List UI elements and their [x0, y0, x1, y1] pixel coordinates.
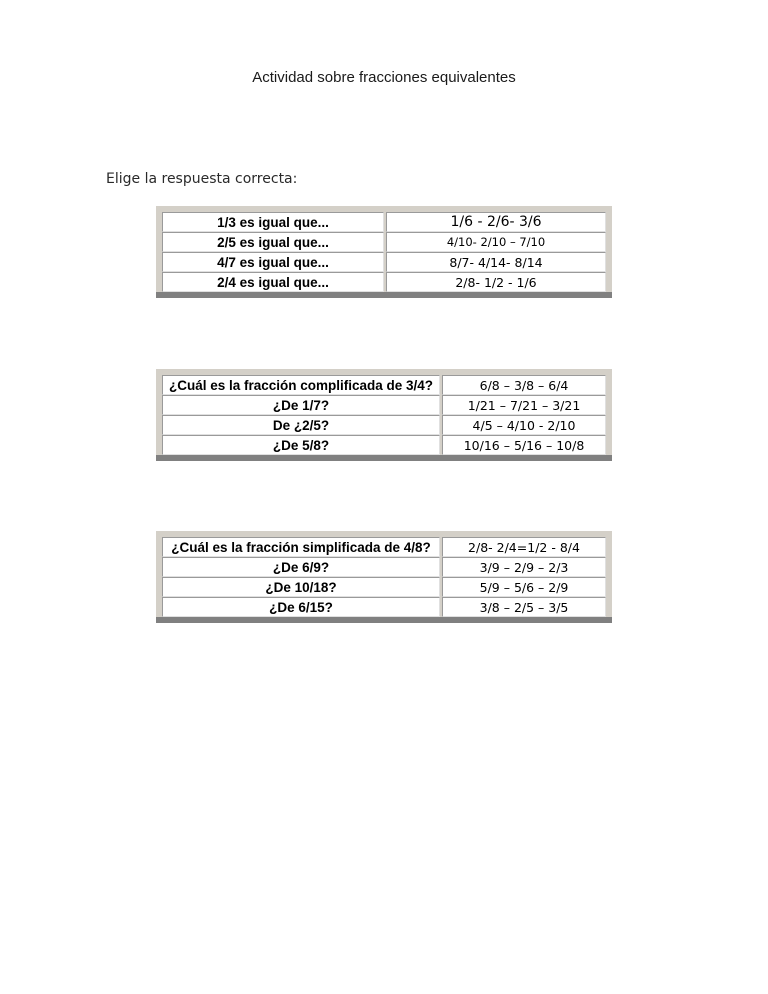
- question-cell: ¿Cuál es la fracción complificada de 3/4?: [162, 375, 440, 395]
- answer-options-cell: 4/5 – 4/10 - 2/10: [442, 415, 606, 435]
- question-cell: ¿De 10/18?: [162, 577, 440, 597]
- answer-options-cell: 5/9 – 5/6 – 2/9: [442, 577, 606, 597]
- question-cell: 2/5 es igual que...: [162, 232, 384, 252]
- answer-options-cell: 1/21 – 7/21 – 3/21: [442, 395, 606, 415]
- table-row: [162, 537, 606, 557]
- complified-fraction-table: [156, 369, 612, 461]
- answer-options-cell: 10/16 – 5/16 – 10/8: [442, 435, 606, 455]
- answer-options-cell: 2/8- 2/4=1/2 - 8/4: [442, 537, 606, 557]
- question-cell: 1/3 es igual que...: [162, 212, 384, 232]
- table-row: [162, 272, 606, 292]
- question-cell: ¿De 5/8?: [162, 435, 440, 455]
- table-row: [162, 435, 606, 455]
- answer-options-cell: 1/6 - 2/6- 3/6: [386, 212, 606, 232]
- simplified-fraction-table: [156, 531, 612, 623]
- answer-options-cell: 3/8 – 2/5 – 3/5: [442, 597, 606, 617]
- question-cell: ¿Cuál es la fracción simplificada de 4/8?: [162, 537, 440, 557]
- question-cell: De ¿2/5?: [162, 415, 440, 435]
- instruction-text: Elige la respuesta correcta:: [106, 171, 298, 187]
- answer-options-cell: 4/10- 2/10 – 7/10: [386, 232, 606, 252]
- table-row: [162, 597, 606, 617]
- answer-options-cell: 6/8 – 3/8 – 6/4: [442, 375, 606, 395]
- answer-options-cell: 3/9 – 2/9 – 2/3: [442, 557, 606, 577]
- table-row: [162, 252, 606, 272]
- page-title: Actividad sobre fracciones equivalentes: [252, 69, 516, 86]
- question-cell: 2/4 es igual que...: [162, 272, 384, 292]
- table-row: [162, 557, 606, 577]
- question-cell: ¿De 6/15?: [162, 597, 440, 617]
- table-row: [162, 212, 606, 232]
- answer-options-cell: 8/7- 4/14- 8/14: [386, 252, 606, 272]
- question-cell: ¿De 1/7?: [162, 395, 440, 415]
- question-cell: 4/7 es igual que...: [162, 252, 384, 272]
- equivalence-table: [156, 206, 612, 298]
- answer-options-cell: 2/8- 1/2 - 1/6: [386, 272, 606, 292]
- question-cell: ¿De 6/9?: [162, 557, 440, 577]
- table-row: [162, 232, 606, 252]
- table-row: [162, 395, 606, 415]
- table-row: [162, 415, 606, 435]
- table-row: [162, 375, 606, 395]
- table-row: [162, 577, 606, 597]
